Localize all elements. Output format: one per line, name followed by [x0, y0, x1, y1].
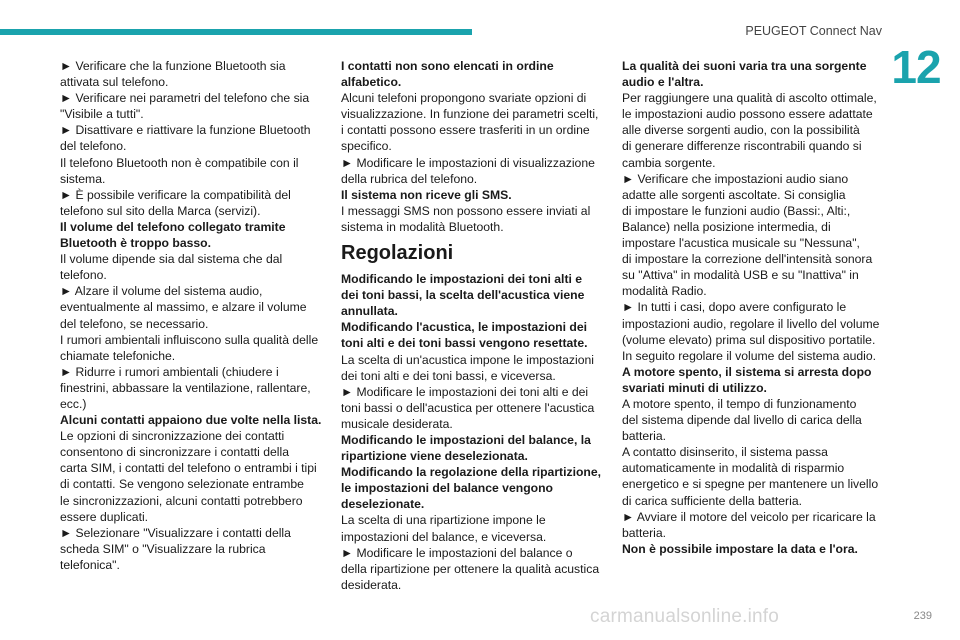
paragraph: ► Disattivare e riattivare la funzione Bluetooth del telefono. [60, 123, 311, 154]
header-accent-bar [0, 29, 472, 35]
watermark: carmanualsonline.info [590, 606, 780, 627]
paragraph: ► Verificare nei parametri del telefono che sia "Visibile a tutti". [60, 91, 310, 122]
bold-paragraph: Modificando le impostazioni del balance, la ripartizione viene deselezionata. Modificando la regolazione della ripartizione, le impostazioni del balance vengono deselezionate. [341, 432, 602, 512]
paragraph: Il volume dipende sia dal sistema che dal telefono. [60, 252, 283, 283]
paragraph: ► Alzare il volume del sistema audio, eventualmente al massimo, e alzare il volume del telefono, se necessario. [60, 284, 307, 331]
paragraph: ► Modificare le impostazioni dei toni alti e dei toni bassi o dell'acustica per ottenere l'acustica musicale desiderata. [341, 384, 595, 431]
paragraph: ► Verificare che impostazioni audio siano adatte alle sorgenti ascoltate. Si consiglia di impostare le funzioni audio (Bassi:, Alti:, Balance) nella posizione intermedia, di impostare l'acustica musicale su "Nessuna", di impostare la correzione dell'intensità sonora su "Attiva" in modalità USB e su "Inattiva" in modalità Radio. [622, 171, 873, 299]
paragraph: A motore spento, il tempo di funzionamento del sistema dipende dal livello di carica della batteria. [622, 396, 862, 444]
bold-paragraph: A motore spento, il sistema si arresta dopo svariati minuti di utilizzo. [622, 364, 872, 395]
paragraph: La scelta di un'acustica impone le impostazioni dei toni alti e dei toni bassi, e viceversa. [341, 352, 594, 383]
bold-paragraph: Il sistema non riceve gli SMS. [341, 187, 512, 202]
bold-paragraph: Non è possibile impostare la data e l'ora. [622, 541, 858, 556]
bold-paragraph: Il volume del telefono collegato tramite Bluetooth è troppo basso. [60, 219, 286, 251]
paragraph: La scelta di una ripartizione impone le impostazioni del balance, e viceversa. [341, 513, 547, 544]
paragraph: ► È possibile verificare la compatibilità del telefono sul sito della Marca (servizi). [60, 187, 291, 218]
chapter-number: 12 [891, 41, 941, 93]
bold-paragraph: Modificando le impostazioni dei toni alti e dei toni bassi, la scelta dell'acustica viene annullata. Modificando l'acustica, le impostazioni dei toni alti e dei toni bassi vengono resettate. [341, 272, 588, 351]
paragraph: Il telefono Bluetooth non è compatibile con il sistema. [60, 155, 299, 186]
bold-paragraph: Alcuni contatti appaiono due volte nella lista. [60, 413, 322, 428]
paragraph: Per raggiungere una qualità di ascolto ottimale, le impostazioni audio possono essere adattate alle diverse sorgenti audio, con la possibilità di generare differenze riscontrabili quando si cambia sorgente. [622, 91, 877, 170]
paragraph: ► Avviare il motore del veicolo per ricaricare la batteria. [622, 509, 876, 540]
paragraph: ► Modificare le impostazioni del balance o della ripartizione per ottenere la qualità acustica desiderata. [341, 545, 600, 592]
page-number: 239 [913, 610, 932, 622]
paragraph: A contatto disinserito, il sistema passa automaticamente in modalità di risparmio energetico e si spegne per mantenere un livello di carica sufficiente della batteria. [622, 445, 879, 508]
paragraph: I messaggi SMS non possono essere inviati al sistema in modalità Bluetooth. [341, 203, 591, 234]
paragraph: I rumori ambientali influiscono sulla qualità delle chiamate telefoniche. [60, 332, 319, 363]
text-column-1 [60, 58, 332, 573]
running-header-title: PEUGEOT Connect Nav [745, 24, 882, 38]
paragraph: Le opzioni di sincronizzazione dei contatti consentono di sincronizzare i contatti della carta SIM, i contatti del telefono o entrambi i tipi di contatti. Se vengono selezionate entrambe le sincronizzazioni, alcuni contatti potrebbero essere duplicati. [60, 429, 317, 524]
paragraph: ► Modificare le impostazioni di visualizzazione della rubrica del telefono. [341, 155, 595, 186]
paragraph: ► Ridurre i rumori ambientali (chiudere i finestrini, abbassare la ventilazione, rallentare, ecc.) [60, 364, 311, 411]
text-column-2 [341, 58, 607, 593]
paragraph: ► Selezionare "Visualizzare i contatti della scheda SIM" o "Visualizzare la rubrica telefonica". [60, 525, 291, 572]
section-heading: Regolazioni [341, 242, 454, 265]
text-column-3 [622, 58, 886, 557]
bold-paragraph: La qualità dei suoni varia tra una sorgente audio e l'altra. [622, 59, 867, 90]
bold-paragraph: I contatti non sono elencati in ordine alfabetico. [341, 59, 554, 90]
paragraph: ► Verificare che la funzione Bluetooth sia attivata sul telefono. [60, 59, 286, 90]
paragraph: ► In tutti i casi, dopo avere configurato le impostazioni audio, regolare il livello del volume (volume elevato) prima sul dispositivo portatile. In seguito regolare il volume del sistema audio. [622, 300, 880, 363]
paragraph: Alcuni telefoni propongono svariate opzioni di visualizzazione. In funzione dei parametri scelti, i contatti possono essere trasferiti in un ordine specifico. [341, 91, 599, 154]
